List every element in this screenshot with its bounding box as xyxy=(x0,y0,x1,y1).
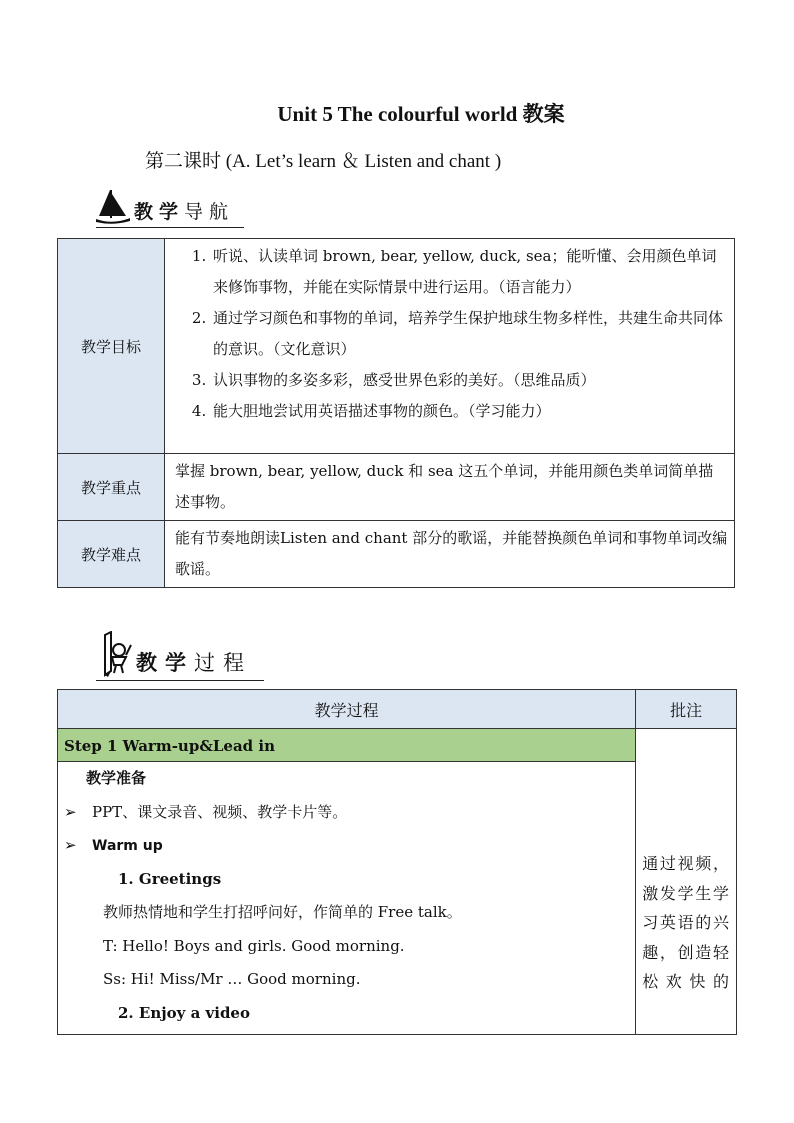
dialog-teacher: T: Hello! Boys and girls. Good morning. xyxy=(103,936,405,955)
video-heading: 2. Enjoy a video xyxy=(118,1003,250,1022)
list-item: ➢ Warm up xyxy=(58,829,635,863)
prep-title: 教学准备 xyxy=(86,769,147,787)
note-column-header: 批注 xyxy=(636,690,737,729)
greetings-heading: 1. Greetings xyxy=(118,869,222,888)
pencil-figure-icon xyxy=(96,631,132,677)
section-underline xyxy=(96,227,244,228)
objectives-label: 教学目标 xyxy=(58,239,165,454)
note-cell xyxy=(636,729,737,1035)
key-points-label: 教学重点 xyxy=(58,454,165,521)
bullet-arrow-icon: ➢ xyxy=(64,802,77,821)
difficult-points-text: 能有节奏地朗读Listen and chant 部分的歌谣，并能替换颜色单词和事物单词改编歌谣。 xyxy=(165,521,735,588)
sailboat-icon xyxy=(96,188,130,224)
dialog-students: Ss: Hi! Miss/Mr … Good morning. xyxy=(103,970,361,988)
list-item: ➢ PPT、课文录音、视频、教学卡片等。 xyxy=(58,796,635,830)
greetings-description: 教师热情地和学生打招呼问好，作简单的 Free talk。 xyxy=(103,903,462,921)
note-text: 通过视频，激发学生学习英语的兴趣，创造轻松欢快的 xyxy=(642,854,730,991)
section-label: 教学导航 xyxy=(134,201,235,223)
section-header-process xyxy=(96,631,252,677)
process-content xyxy=(58,729,636,1035)
page-subtitle: 第二课时 (A. Let’s learn ＆ Listen and chant ) xyxy=(145,151,502,172)
difficult-points-label: 教学难点 xyxy=(58,521,165,588)
goals-table xyxy=(57,238,735,588)
key-points-text: 掌握 brown, bear, yellow, duck 和 sea 这五个单词，并能用颜色类单词简单描述事物。 xyxy=(165,454,735,521)
objective-item: 3. 认识事物的多姿多彩，感受世界色彩的美好。（思维品质） xyxy=(211,365,728,396)
step-1-header: Step 1 Warm-up&Lead in xyxy=(58,729,635,762)
bullet-arrow-icon: ➢ xyxy=(64,836,77,854)
section-label: 教学过程 xyxy=(136,651,252,675)
objective-item: 1. 听说、认读单词 brown, bear, yellow, duck, sea；能听懂、会用颜色单词来修饰事物，并能在实际情景中进行运用。（语言能力） xyxy=(211,241,728,303)
objective-item: 4. 能大胆地尝试用英语描述事物的颜色。（学习能力） xyxy=(211,396,728,427)
page-title: Unit 5 The colourful world 教案 xyxy=(277,102,565,126)
section-header-navigation xyxy=(96,188,234,224)
process-column-header: 教学过程 xyxy=(58,690,636,729)
section-underline xyxy=(96,680,264,681)
objectives-cell xyxy=(165,239,735,454)
objective-item: 2. 通过学习颜色和事物的单词，培养学生保护地球生物多样性，共建生命共同体的意识。（文化意识） xyxy=(211,303,728,365)
process-table xyxy=(57,689,737,1035)
